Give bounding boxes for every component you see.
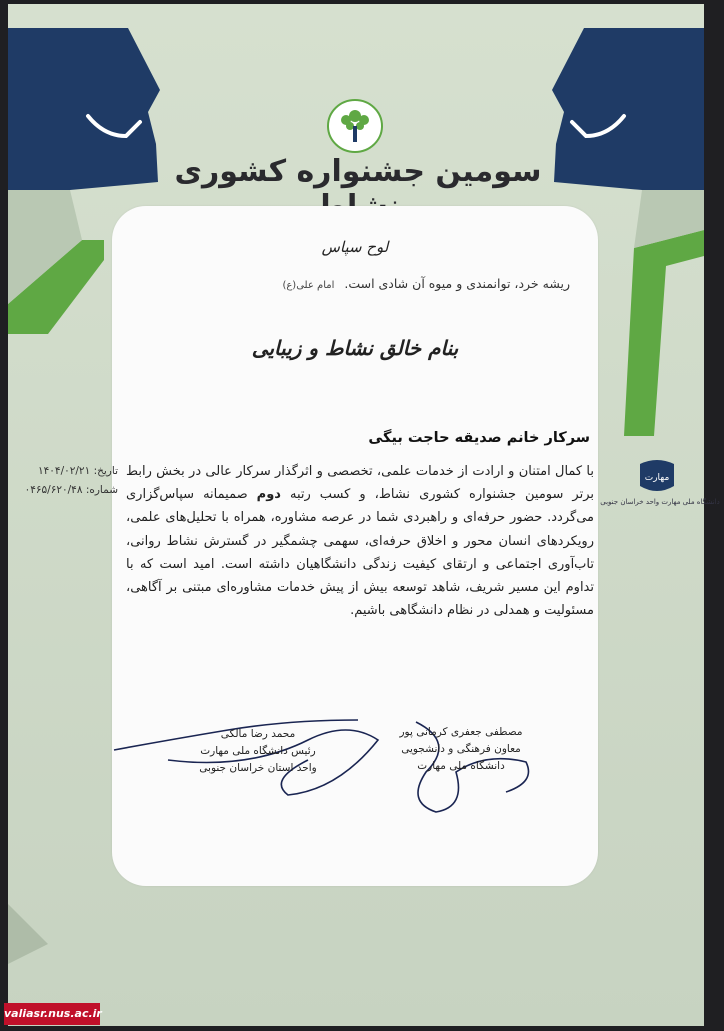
date-label: تاریخ: <box>93 465 118 477</box>
date-line <box>18 462 118 481</box>
bottom-left-fold <box>8 904 48 964</box>
number-line <box>18 481 118 500</box>
certificate-heading: لوح سپاس <box>321 238 389 256</box>
left-head-shape <box>8 28 160 190</box>
right-green-band <box>624 230 704 436</box>
left-signatory-title-1: رئیس دانشگاه ملی مهارت <box>200 745 316 757</box>
quote-text: ریشه خرد، توانمندی و میوه آن شادی است. <box>344 276 570 291</box>
festival-title: سومین جشنواره کشوری <box>174 154 542 189</box>
left-signatory-title-2: واحد استان خراسان جنوبی <box>199 762 317 774</box>
university-emblem-icon <box>636 456 678 496</box>
body-part-1: با کمال امتنان و ارادت از خدمات علمی، تخصصی و اثرگذار سرکار عالی در بخش رابط برتر سومین جشنواره کشوری نشاط، و کسب رتبه <box>126 464 595 503</box>
right-signatory <box>386 724 536 775</box>
date-value: ۱۴۰۴/۰۲/۲۱ <box>38 465 91 477</box>
right-head-shape <box>552 28 704 190</box>
right-signatory-title-1: معاون فرهنگی و دانشجویی <box>401 743 521 755</box>
right-signatory-name: مصطفی جعفری کرمانی پور <box>399 726 523 738</box>
certificate-body <box>126 460 594 622</box>
site-watermark: valiasr.nus.ac.ir <box>4 1003 100 1025</box>
quote-source: امام علی(ع) <box>282 280 335 291</box>
university-name: دانشگاه ملی مهارت واحد خراسان جنوبی <box>600 498 720 506</box>
right-signatory-title-2: دانشگاه ملی مهارت <box>417 760 505 772</box>
left-signatory <box>168 726 348 777</box>
tree-icon <box>320 96 390 156</box>
document-meta <box>18 462 118 500</box>
university-logo <box>636 456 678 522</box>
festival-logo <box>320 96 390 156</box>
left-signatory-name: محمد رضا مالکی <box>220 728 296 740</box>
number-label: شماره: <box>85 484 118 496</box>
number-value: ۰۴۶۵/۶۲۰/۴۸ <box>24 484 83 496</box>
university-logo-text: مهارت <box>644 473 670 483</box>
recipient-name: سرکار خانم صدیقه حاجت بیگی <box>368 430 590 446</box>
body-rank: دوم <box>256 487 281 503</box>
body-part-2: صمیمانه سپاس‌گزاری می‌گردد. حضور حرفه‌ای و راهبردی شما در عرصه مشاوره، همراه با تحلیل‌های علمی، رویکردهای انسان محور و اخلاق حرفه‌ای، سهمی چشمگیر در گسترش نشاط روانی، تاب‌آوری اجتماعی و ارتقای کیفیت زندگی دانشگاهیان داشته است. امید است که با تداوم این مسیر شریف، شاهد توسعه بیش از پیش خدمات مشاوره‌ای مبتنی بر آگاهی، مسئولیت و همدلی در نظام دانشگاهی باشیم. <box>126 487 594 619</box>
invocation: بنام خالق نشاط و زیبایی <box>251 336 459 360</box>
quote-line <box>130 276 570 291</box>
